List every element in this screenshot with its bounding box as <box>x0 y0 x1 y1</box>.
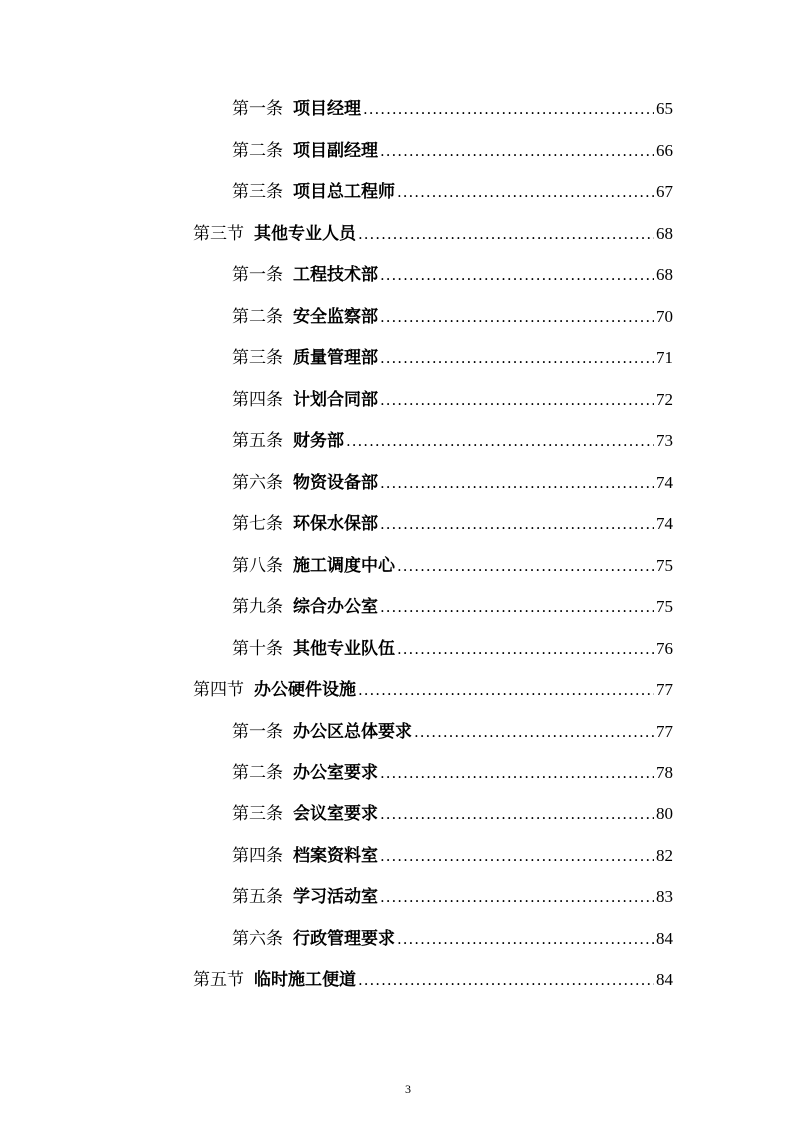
toc-entry-page: 76 <box>656 639 673 658</box>
dot-leader <box>346 428 654 454</box>
toc-entry-page: 84 <box>656 970 673 989</box>
dot-leader <box>397 636 654 662</box>
toc-entry-number: 第七条 <box>232 514 283 534</box>
dot-leader <box>380 760 654 786</box>
dot-leader <box>380 511 654 537</box>
toc-entry-title: 办公区总体要求 <box>293 722 412 742</box>
toc-entry-page: 80 <box>656 804 673 823</box>
toc-entry[interactable] <box>232 345 673 371</box>
toc-entry-number: 第三节 <box>193 224 244 244</box>
toc-entry-title: 档案资料室 <box>293 846 378 866</box>
toc-entry-page: 74 <box>656 473 673 492</box>
toc-entry-title: 办公室要求 <box>293 763 378 783</box>
toc-entry-page: 74 <box>656 514 673 533</box>
toc-entry-number: 第九条 <box>232 597 283 617</box>
toc-entry-page: 84 <box>656 929 673 948</box>
toc-entry-page: 71 <box>656 348 673 367</box>
dot-leader <box>380 801 654 827</box>
toc-entry-number: 第十条 <box>232 639 283 659</box>
dot-leader <box>358 221 654 247</box>
dot-leader <box>380 594 654 620</box>
toc-entry-number: 第五条 <box>232 887 283 907</box>
dot-leader <box>380 262 654 288</box>
toc-entry[interactable] <box>232 884 673 910</box>
toc-entry-number: 第四条 <box>232 846 283 866</box>
toc-entry-number: 第一条 <box>232 99 283 119</box>
toc-entry-title: 环保水保部 <box>293 514 378 534</box>
toc-entry-page: 82 <box>656 846 673 865</box>
dot-leader <box>380 884 654 910</box>
toc-entry-page: 67 <box>656 182 673 201</box>
toc-entry-title: 办公硬件设施 <box>254 680 356 700</box>
toc-entry-page: 70 <box>656 307 673 326</box>
dot-leader <box>397 553 654 579</box>
toc-entry-number: 第二条 <box>232 763 283 783</box>
toc-entry[interactable] <box>232 387 673 413</box>
toc-entry-title: 会议室要求 <box>293 804 378 824</box>
dot-leader <box>358 677 654 703</box>
toc-entry-page: 83 <box>656 887 673 906</box>
toc-entry-title: 行政管理要求 <box>293 929 395 949</box>
toc-section-entry[interactable] <box>193 967 673 993</box>
toc-entry-page: 73 <box>656 431 673 450</box>
toc-entry[interactable] <box>232 138 673 164</box>
toc-entry[interactable] <box>232 262 673 288</box>
toc-entry-title: 项目总工程师 <box>293 182 395 202</box>
toc-entry-page: 72 <box>656 390 673 409</box>
toc-entry[interactable] <box>232 636 673 662</box>
dot-leader <box>363 96 654 122</box>
toc-entry-number: 第二条 <box>232 141 283 161</box>
toc-entry-title: 学习活动室 <box>293 887 378 907</box>
toc-entry-page: 77 <box>656 680 673 699</box>
toc-entry-page: 65 <box>656 99 673 118</box>
toc-entry-number: 第八条 <box>232 556 283 576</box>
toc-entry[interactable] <box>232 428 673 454</box>
toc-entry[interactable] <box>232 96 673 122</box>
toc-entry-title: 项目副经理 <box>293 141 378 161</box>
toc-entry-page: 68 <box>656 265 673 284</box>
toc-entry[interactable] <box>232 594 673 620</box>
toc-entry-number: 第三条 <box>232 804 283 824</box>
dot-leader <box>414 719 654 745</box>
dot-leader <box>380 138 654 164</box>
toc-entry-title: 物资设备部 <box>293 473 378 493</box>
dot-leader <box>358 967 654 993</box>
page-number: 3 <box>405 1082 411 1096</box>
toc-entry-title: 计划合同部 <box>293 390 378 410</box>
toc-entry-number: 第三条 <box>232 182 283 202</box>
toc-entry-number: 第一条 <box>232 722 283 742</box>
toc-entry-number: 第一条 <box>232 265 283 285</box>
toc-entry[interactable] <box>232 470 673 496</box>
dot-leader <box>380 843 654 869</box>
toc-entry-page: 66 <box>656 141 673 160</box>
dot-leader <box>380 470 654 496</box>
toc-entry-title: 临时施工便道 <box>254 970 356 990</box>
toc-entry-title: 工程技术部 <box>293 265 378 285</box>
toc-entry[interactable] <box>232 760 673 786</box>
toc-entry-title: 财务部 <box>293 431 344 451</box>
toc-entry-number: 第六条 <box>232 473 283 493</box>
toc-section-entry[interactable] <box>193 221 673 247</box>
toc-entry[interactable] <box>232 179 673 205</box>
toc-entry-title: 其他专业人员 <box>254 224 356 244</box>
toc-entry-title: 施工调度中心 <box>293 556 395 576</box>
toc-entry[interactable] <box>232 843 673 869</box>
toc-entry-number: 第二条 <box>232 307 283 327</box>
toc-section-entry[interactable] <box>193 677 673 703</box>
toc-entry-page: 75 <box>656 597 673 616</box>
dot-leader <box>380 345 654 371</box>
toc-entry-title: 综合办公室 <box>293 597 378 617</box>
toc-entry-title: 安全监察部 <box>293 307 378 327</box>
toc-entry-number: 第三条 <box>232 348 283 368</box>
toc-entry-title: 其他专业队伍 <box>293 639 395 659</box>
dot-leader <box>380 387 654 413</box>
dot-leader <box>380 304 654 330</box>
toc-entry[interactable] <box>232 511 673 537</box>
dot-leader <box>397 926 654 952</box>
toc-entry[interactable] <box>232 719 673 745</box>
toc-entry-number: 第四条 <box>232 390 283 410</box>
toc-entry-title: 质量管理部 <box>293 348 378 368</box>
toc-entry-page: 77 <box>656 722 673 741</box>
toc-entry[interactable] <box>232 801 673 827</box>
dot-leader <box>397 179 654 205</box>
toc-entry-page: 75 <box>656 556 673 575</box>
toc-entry-page: 68 <box>656 224 673 243</box>
toc-entry-number: 第六条 <box>232 929 283 949</box>
toc-entry[interactable] <box>232 304 673 330</box>
toc-entry-title: 项目经理 <box>293 99 361 119</box>
toc-entry[interactable] <box>232 926 673 952</box>
toc-entry-number: 第五节 <box>193 970 244 990</box>
toc-entry-number: 第五条 <box>232 431 283 451</box>
toc-entry-page: 78 <box>656 763 673 782</box>
toc-entry[interactable] <box>232 553 673 579</box>
toc-entry-number: 第四节 <box>193 680 244 700</box>
